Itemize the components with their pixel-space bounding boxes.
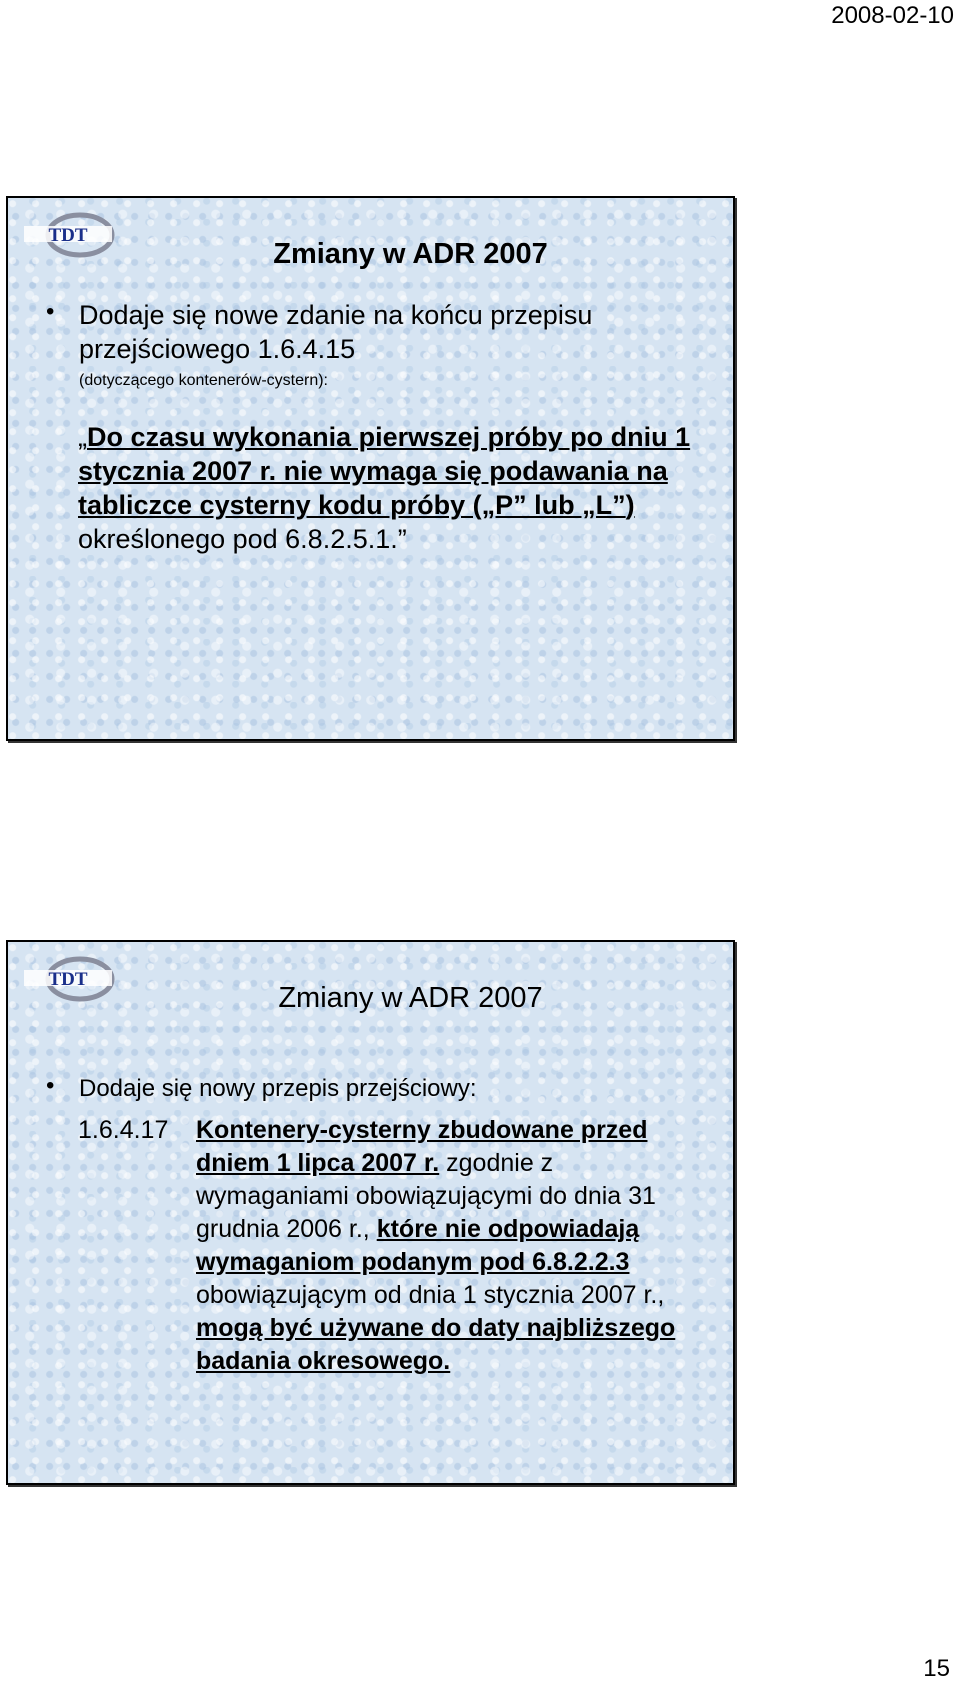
logo-lettering: TDT (48, 225, 88, 246)
rule-plain-1: zgodnie z wymaganiami obowiązującymi do dnia 31 grudnia 2006 r., (196, 1149, 656, 1243)
bullet-note: (dotyczącego kontenerów-cystern): (79, 372, 328, 389)
rule-underlined-1: Kontenery-cysterny zbudowane przed dniem 1 lipca 2007 r. (196, 1116, 648, 1177)
bullet-dot: • (46, 298, 55, 325)
quote-paren-close: ) (625, 490, 635, 520)
slide-2 (6, 940, 735, 1485)
quote-open: „ (78, 422, 87, 452)
rule-underlined-3: mogą być używane do daty najbliższego badania okresowego. (196, 1314, 676, 1375)
quote-underlined-text: Do czasu wykonania pierwszej próby po dniu 1 stycznia 2007 r. nie wymaga się podawania na tabliczce cysterny kodu próby ( (78, 422, 691, 520)
bullet-item (46, 298, 723, 396)
quoted-sentence (78, 420, 693, 556)
rule-underlined-2: które nie odpowiadają wymaganiom podanym pod 6.8.2.2.3 (196, 1215, 640, 1276)
rule-plain-2: obowiązującym od dnia 1 stycznia 2007 r., (196, 1281, 665, 1309)
page-date: 2008-02-10 (831, 2, 954, 29)
slide-title: Zmiany w ADR 2007 (278, 982, 543, 1014)
bullet-text: Dodaje się nowy przepis przejściowy: (79, 1075, 477, 1102)
quote-plain-text: określonego pod 6.8.2.5.1. (78, 524, 398, 554)
bullet-text: Dodaje się nowe zdanie na końcu przepisu przejściowego 1.6.4.15 (79, 300, 593, 364)
bullet-dot: • (46, 1072, 55, 1099)
slide-title: Zmiany w ADR 2007 (273, 238, 548, 270)
logo-lettering: TDT (48, 969, 88, 990)
quote-test-codes: „P” lub „L” (481, 490, 626, 520)
page-number: 15 (923, 1655, 950, 1682)
rule-number: 1.6.4.17 (78, 1116, 169, 1144)
rule-text (196, 1114, 703, 1378)
slide-1 (6, 196, 735, 741)
quote-close: ” (397, 524, 407, 554)
bullet-item (46, 1072, 723, 1106)
